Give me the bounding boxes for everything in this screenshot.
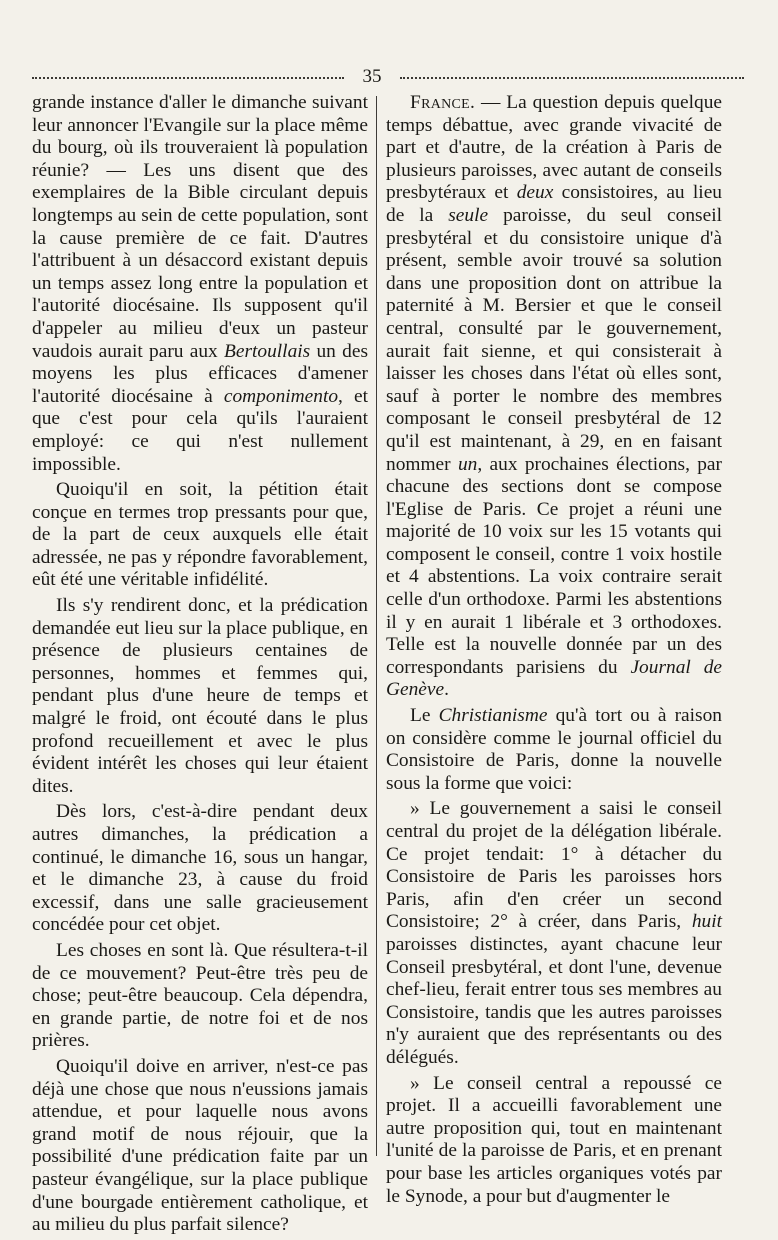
paragraph: Quoiqu'il doive en arriver, n'est-ce pas déjà une chose que nous n'eussions jamais attendue, et pour laquelle nous avons grand motif de nous réjouir, que la possibilité d'une prédication faite par un pasteur évangélique, sur la place publique d'une bourgade entièrement catholique, et au milieu du plus parfait silence? — [32, 1055, 368, 1236]
paragraph: Les choses en sont là. Que résultera-t-il de ce mouvement? Peut-être très peu de chose; peut-être beaucoup. Cela dépendra, en grande partie, de notre foi et de nos prières. — [32, 939, 368, 1052]
text-run: paroisses distinctes, ayant chacune leur Conseil presbytéral, et dont l'une, devenue chef-lieu, ferait entrer tous ses membres au Consistoire, tandis que les autres paroisses n'y auraient que des représentants ou des délégués. — [386, 933, 722, 1068]
paragraph: Ils s'y rendirent donc, et la prédication demandée eut lieu sur la place publique, en présence de plusieurs centaines de personnes, hommes et femmes qui, pendant plus d'une heure de temps et malgré le froid, ont écouté dans le plus profond recueillement et avec le plus évident intérêt les choses qui leur étaient dites. — [32, 595, 368, 797]
text-run: — La question depuis quelque temps débattue, avec grande vivacité de part et d'autre, de la création à Paris de plusieurs paroisses, avec autant de conseils presbytéraux et — [386, 92, 722, 204]
text-run: . — [444, 679, 449, 701]
left-column — [32, 92, 368, 1240]
text-run: , et que c'est pour cela qu'ils l'auraient employé: ce qui n'est nullement impossible. — [32, 385, 368, 475]
italic-text: deux — [516, 182, 554, 204]
paragraph — [386, 92, 722, 702]
right-column — [386, 92, 722, 1211]
section-lead: France. — [410, 92, 476, 113]
text-run: consistoires, au lieu de la — [386, 182, 723, 226]
text-run: qu'à tort ou à raison on considère comme le journal officiel du Consistoire de Paris, donne la nouvelle sous la forme que voici: — [386, 705, 722, 794]
text-run: grande instance d'aller le dimanche suivant leur annoncer l'Evangile sur la place même du bourg, où ils trouveraient là population réunie? — Les uns disent que des exemplaires de la Bible circulant depuis longtemps au sein de cette population, sont la cause première de ce fait. D'autres l'attribuent à un désaccord existant depuis un temps assez long entre la population et l'autorité diocésaine. Ils supposent qu'il d'appeler au milieu d'eux un pasteur vaudois aurait paru aux — [32, 92, 368, 362]
italic-text: Bertoullais — [224, 340, 311, 362]
paragraph — [386, 798, 722, 1069]
header-dotted-rule-right — [400, 77, 744, 79]
italic-text: componimento — [223, 385, 339, 407]
page-number: 35 — [362, 66, 382, 87]
paragraph — [386, 705, 722, 795]
paragraph: Dès lors, c'est-à-dire pendant deux autres dimanches, la prédication a continué, le dimanche 16, sous un hangar, et le dimanche 23, à cause du froid excessif, dans une salle gracieusement concédée pour cet objet. — [32, 801, 368, 936]
paragraph: Quoiqu'il en soit, la pétition était conçue en termes trop pressants pour que, de la part de ceux auxquels elle était adressée, ne pas y répondre favorablement, eût été une véritable infidélité. — [32, 479, 368, 591]
column-divider — [376, 96, 377, 1156]
text-run: » Le gouvernement a saisi le conseil central du projet de la délégation libérale. Ce projet tendait: 1° à détacher du Consistoire de Paris les paroisses hors Paris, afin d'en créer un second Consistoire; 2° à créer, dans Paris, — [386, 798, 722, 933]
header-dotted-rule-left — [32, 77, 344, 79]
italic-text: un — [457, 453, 478, 475]
italic-text: seule — [448, 204, 489, 226]
text-run: paroisse, du seul conseil presbytéral et du consistoire unique d'à présent, semble avoir trouvé sa solution dans une proposition dont on attribue la paternité à M. Bersier et que le conseil central, consulté par le gouvernement, aurait fait sienne, et qui consisterait à laisser les choses dans l'état où elles sont, sauf à porter le nombre des membres composant le conseil presbytéral de 12 qu'il est maintenant, à 29, en en faisant nommer — [386, 204, 722, 475]
italic-text: huit — [691, 911, 722, 933]
italic-text: Christianisme — [438, 705, 548, 727]
text-run: Le — [410, 705, 439, 727]
text-run: un des moyens les plus efficaces d'amener l'autorité diocésaine à — [32, 340, 368, 407]
paragraph: » Le conseil central a repoussé ce projet. Il a accueilli favorablement une autre proposition qui, tout en maintenant l'unité de la paroisse de Paris, et en prenant pour base les articles organiques votés par le Synode, a pour but d'augmenter le — [386, 1072, 722, 1207]
italic-text: Journal de Genève — [386, 656, 722, 701]
paragraph — [32, 92, 368, 476]
running-head — [32, 66, 744, 88]
text-run: , aux prochaines élections, par chacune des sections dont se compose l'Eglise de Paris. Ce projet a réuni une majorité de 10 voix sur les 15 votants qui composent le conseil, contre 1 voix hostile et 4 abstentions. La voix contraire serait celle d'un orthodoxe. Parmi les abstentions il y en aurait 1 libérale et 3 orthodoxes. Telle est la nouvelle donnée par un des correspondants parisiens du — [386, 453, 722, 678]
